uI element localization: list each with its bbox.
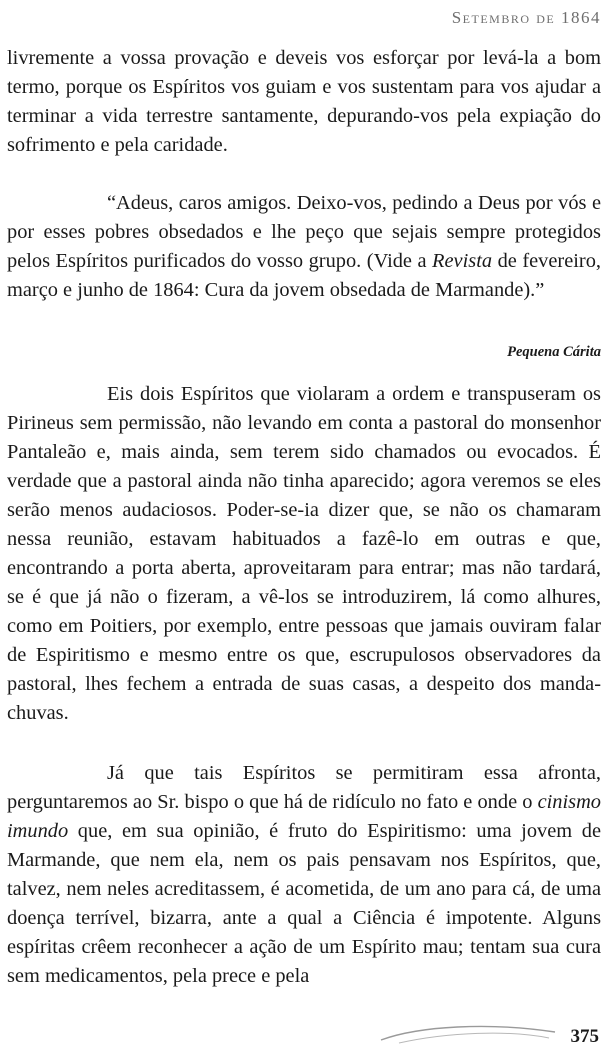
question-text-1: Já que tais Espíritos se permitiram essa afronta, perguntaremos ao Sr. bispo o que há de ridículo no fato e onde o	[7, 762, 601, 813]
page-number: 375	[570, 1026, 599, 1047]
paragraph-commentary: Eis dois Espíritos que violaram a ordem e transpuseram os Pirineus sem permissão, não levando em conta a pastoral do monsenhor Pantaleão e, mais ainda, sem terem sido chamados ou evocados. É verdade que a pastoral ainda não tinha aparecido; agora veremos se eles serão menos audaciosos. Poder-se-ia dizer que, se não os chamaram nessa reunião, estavam habituados a fazê-lo em outras e que, encontrando a porta aberta, aproveitaram para entrar; mas não tardará, se é que já não o fizeram, a vê-los se introduzirem, lá como alhures, como em Poitiers, por exemplo, entre pessoas que jamais ouviram falar de Espiritismo e mesmo entre os que, escrupulosos observadores da pastoral, lhes fechem a entrada de suas casas, a despeito dos manda-chuvas.	[7, 383, 601, 724]
question-italic: cinismo imundo	[7, 791, 601, 842]
paragraph-question	[7, 759, 601, 991]
paragraph-continuation: livremente a vossa provação e deveis vos esforçar por levá-la a bom termo, porque os Espíritos vos guiam e vos sustentam para vos ajudar a terminar a vida terrestre santamente, depurando-vos pela expiação do sofrimento e pela caridade.	[7, 47, 601, 156]
footer-swash-ornament	[379, 1018, 559, 1046]
quote-text-1: “Adeus, caros amigos. Deixo-vos, pedindo a Deus por vós e por esses pobres obsedados e lhe peço que sejais sempre protegidos pelos Espíritos purificados do vosso grupo. (Vide a	[7, 192, 601, 272]
page-body	[7, 44, 601, 991]
quote-text-2: de fevereiro, março e junho de 1864: Cura da jovem obsedada de Marmande).”	[7, 250, 601, 301]
running-header: Setembro de 1864	[451, 8, 601, 27]
quote-italic-revista: Revista	[432, 250, 493, 272]
question-text-2: que, em sua opinião, é fruto do Espiritismo: uma jovem de Marmande, que nem ela, nem os pais pensavam nos Espíritos, que, talvez, nem neles acreditassem, é acometida, de um ano para cá, de uma doença terrível, bizarra, ante a qual a Ciência é impotente. Alguns espíritas crêem reconhecer a ação de um Espírito mau; tentam sua cura sem medicamentos, pela prece e pela	[7, 820, 601, 987]
paragraph-quote	[7, 189, 601, 305]
signature: Pequena Cárita	[507, 344, 601, 360]
